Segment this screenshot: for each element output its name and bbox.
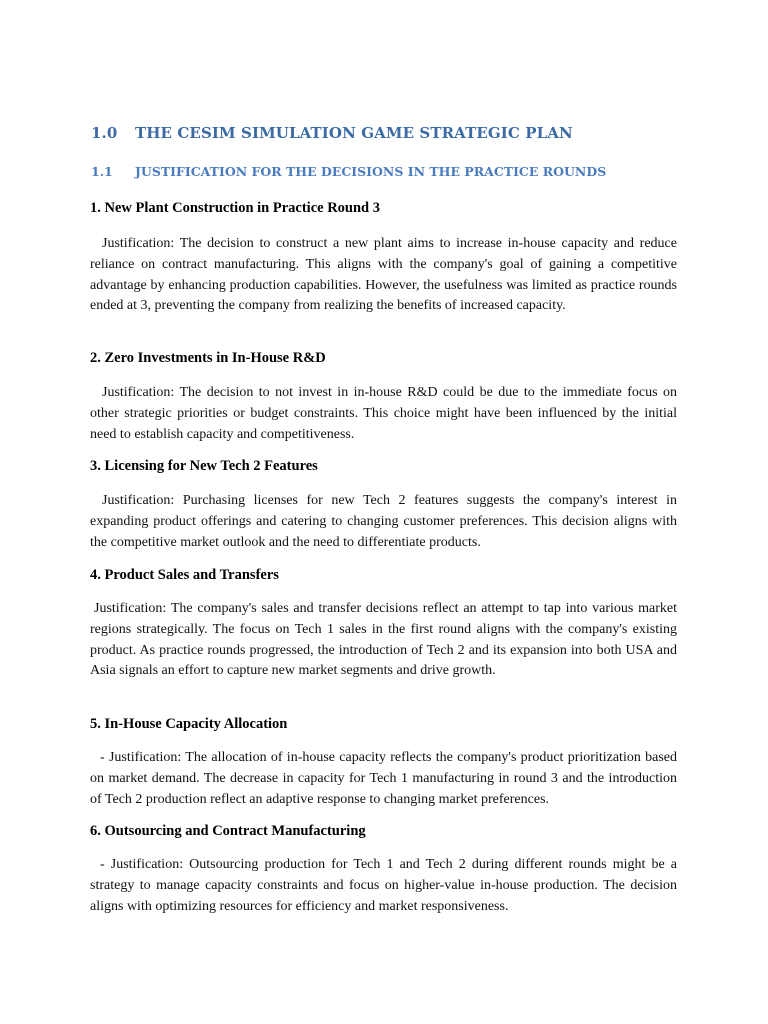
subsection-heading [91, 164, 606, 179]
section-heading-title: THE CESIM SIMULATION GAME STRATEGIC PLAN [135, 124, 573, 142]
decision-title-1: 1. New Plant Construction in Practice Round 3 [90, 200, 380, 216]
subsection-heading-number: 1.1 [91, 164, 113, 179]
decision-justification-4: Justification: The company's sales and transfer decisions reflect an attempt to tap into various market regions strategically. The focus on Tech 1 sales in the first round aligns with the company's existing product. As practice rounds progressed, the introduction of Tech 2 and its expansion into both USA and Asia signals an effort to capture new market segments and drive growth. [90, 601, 677, 679]
decision-title-5: 5. In-House Capacity Allocation [90, 716, 288, 732]
decision-justification-1: Justification: The decision to construct a new plant aims to increase in-house capacity and reduce reliance on contract manufacturing. This aligns with the company's goal of gaining a competitive advantage by enhancing production capabilities. However, the usefulness was limited as practice rounds ended at 3, preventing the company from realizing the benefits of increased capacity. [90, 236, 677, 314]
decision-title-6: 6. Outsourcing and Contract Manufacturing [90, 823, 366, 839]
subsection-heading-title: JUSTIFICATION FOR THE DECISIONS IN THE PRACTICE ROUNDS [135, 164, 607, 179]
section-heading [91, 124, 573, 142]
decision-title-2: 2. Zero Investments in In-House R&D [90, 350, 326, 366]
decision-title-3: 3. Licensing for New Tech 2 Features [90, 458, 318, 474]
decision-justification-2: Justification: The decision to not invest in in-house R&D could be due to the immediate focus on other strategic priorities or budget constraints. This choice might have been influenced by the initial need to establish capacity and competitiveness. [90, 385, 677, 442]
decision-title-4: 4. Product Sales and Transfers [90, 567, 279, 583]
section-heading-number: 1.0 [91, 124, 118, 142]
decision-justification-5: - Justification: The allocation of in-house capacity reflects the company's product prioritization based on market demand. The decrease in capacity for Tech 1 manufacturing in round 3 and the introduction of Tech 2 production reflect an adaptive response to changing market preferences. [90, 750, 677, 807]
decision-justification-6: - Justification: Outsourcing production for Tech 1 and Tech 2 during different rounds might be a strategy to manage capacity constraints and focus on higher-value in-house production. The decision aligns with optimizing resources for efficiency and market responsiveness. [90, 857, 677, 914]
decision-justification-3: Justification: Purchasing licenses for new Tech 2 features suggests the company's interest in expanding product offerings and catering to changing customer preferences. This decision aligns with the competitive market outlook and the need to differentiate products. [90, 493, 677, 550]
